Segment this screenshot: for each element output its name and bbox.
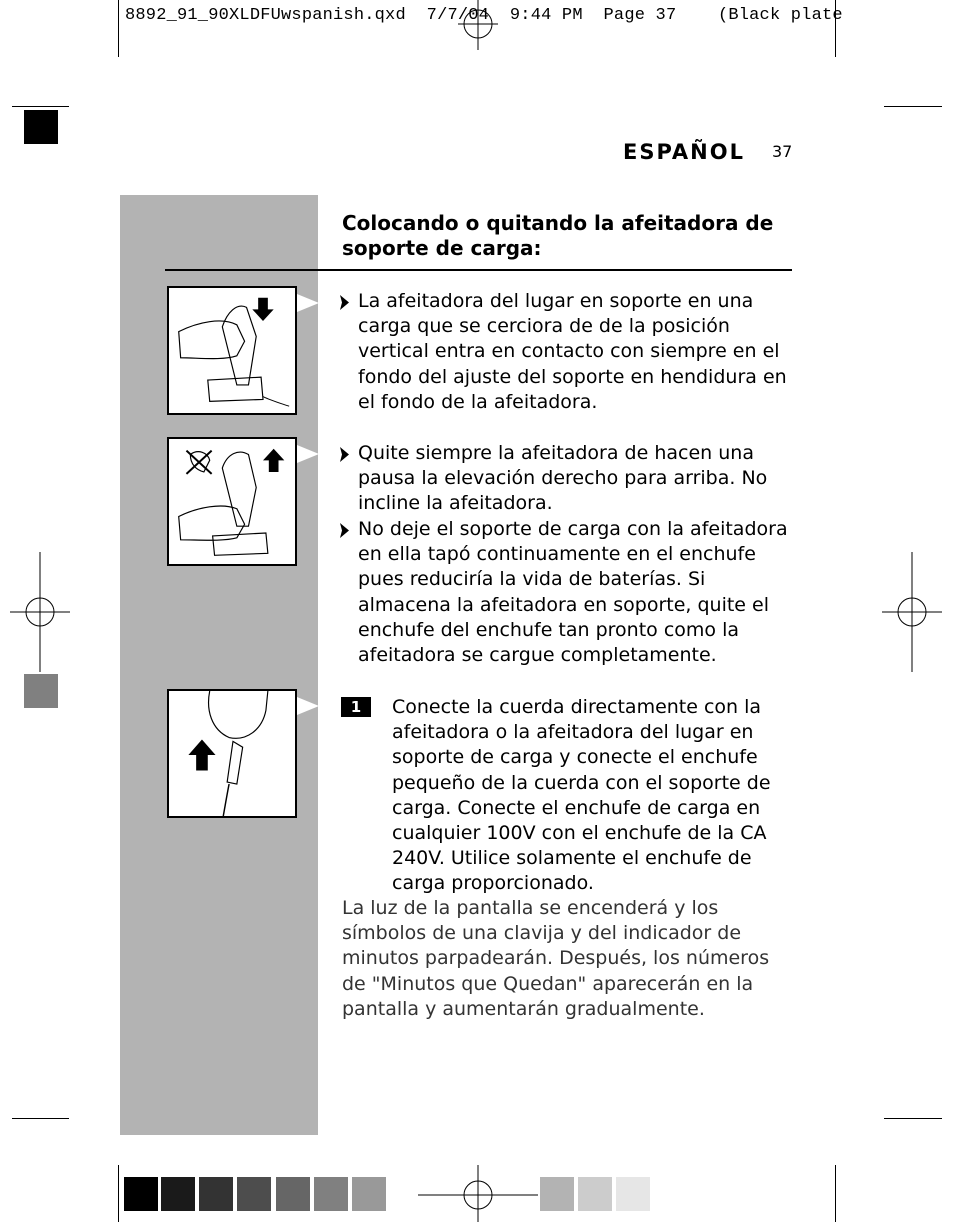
page-number: 37	[772, 142, 793, 161]
crop-mark	[884, 106, 942, 107]
color-swatch	[616, 1177, 650, 1211]
illustration-pointer	[297, 697, 319, 715]
color-swatch	[124, 1177, 158, 1211]
step-number: 1	[341, 697, 371, 717]
crop-mark	[118, 1165, 119, 1222]
illustration-pointer	[297, 445, 319, 463]
color-swatch	[314, 1177, 348, 1211]
crop-mark	[12, 1118, 69, 1119]
page-heading: Colocando o quitando la afeitadora de soporte de carga:	[342, 211, 774, 260]
color-swatch	[237, 1177, 271, 1211]
bullet-text: La afeitadora del lugar en soporte en una carga que se cerciora de de la posición vertical entra en contacto con siempre en el fondo del ajuste del soporte en hendidura en el fondo de la afeitadora.	[358, 290, 787, 413]
color-swatch	[199, 1177, 233, 1211]
print-slug: 8892_91_90XLDFUwspanish.qxd 7/7/04 9:44 PM Page 37 (Black plate	[125, 6, 843, 25]
color-swatch	[161, 1177, 195, 1211]
crop-mark	[12, 106, 69, 107]
step-text: Conecte la cuerda directamente con la afeitadora o la afeitadora del lugar en soporte de carga y conecte el enchufe pequeño de la cuerda con el soporte de carga. Conecte el enchufe de carga en cualquier 100V con el enchufe de la CA 240V. Utilice solamente el enchufe de carga proporcionado.	[392, 696, 771, 895]
color-swatch	[276, 1177, 310, 1211]
illustration-connect-cord	[167, 689, 297, 818]
illustration-remove-shaver	[167, 437, 297, 566]
color-square-black	[24, 110, 58, 144]
registration-mark-icon	[882, 552, 942, 672]
bullet-marker-icon	[340, 523, 349, 538]
color-swatch	[352, 1177, 386, 1211]
crop-mark	[835, 1165, 836, 1222]
bullet-marker-icon	[340, 295, 349, 310]
color-swatch	[540, 1177, 574, 1211]
heading-rule	[165, 269, 792, 271]
color-swatch	[578, 1177, 612, 1211]
note-paragraph: La luz de la pantalla se encenderá y los símbolos de una clavija y del indicador de minutos parpadearán. Después, los números de "Minutos que Quedan" aparecerán en la pantalla y aumentarán gradualmente.	[342, 897, 770, 1020]
illustration-place-shaver	[167, 286, 297, 415]
illustration-pointer	[297, 294, 319, 312]
crop-mark	[118, 0, 119, 57]
bullet-text: Quite siempre la afeitadora de hacen una pausa la elevación derecho para arriba. No incline la afeitadora.	[358, 442, 768, 515]
registration-mark-icon	[10, 552, 70, 672]
section-title: ESPAÑOL	[623, 140, 745, 164]
bullet-text: No deje el soporte de carga con la afeitadora en ella tapó continuamente en el enchufe pues reduciría la vida de baterías. Si almacena la afeitadora en soporte, quite el enchufe del enchufe tan pronto como la afeitadora se cargue completamente.	[358, 518, 788, 667]
registration-mark-icon	[418, 1165, 538, 1222]
color-square-gray	[24, 674, 58, 708]
crop-mark	[884, 1118, 942, 1119]
bullet-marker-icon	[340, 447, 349, 462]
